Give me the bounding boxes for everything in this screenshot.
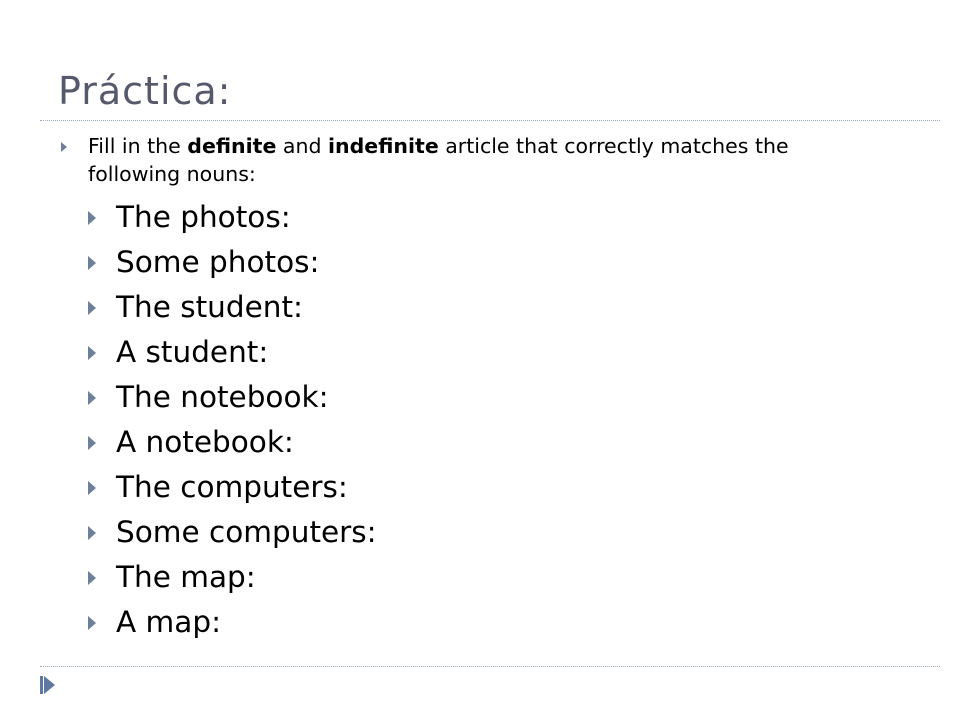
corner-triangle-icon	[44, 676, 55, 694]
list-item	[88, 555, 377, 600]
bullet-triangle-icon	[88, 211, 96, 225]
top-divider	[40, 120, 940, 121]
list-item-label: A map:	[116, 605, 222, 639]
noun-list	[88, 195, 377, 645]
slide-title: Práctica:	[58, 69, 232, 113]
list-item-label: The photos:	[116, 200, 291, 234]
instruction-bold-indefinite: indefinite	[328, 134, 439, 158]
bottom-divider	[40, 666, 940, 667]
list-item	[88, 600, 377, 645]
list-item-label: The map:	[116, 560, 256, 594]
list-item-label: The student:	[116, 290, 303, 324]
bullet-triangle-icon	[88, 616, 96, 630]
bullet-triangle-icon	[88, 436, 96, 450]
list-item	[88, 420, 377, 465]
list-item-label: Some computers:	[116, 515, 377, 549]
list-item-label: A notebook:	[116, 425, 294, 459]
list-item	[88, 465, 377, 510]
bullet-triangle-icon	[61, 142, 67, 152]
bullet-triangle-icon	[88, 301, 96, 315]
list-item-label: A student:	[116, 335, 269, 369]
bullet-triangle-icon	[88, 391, 96, 405]
instruction-part-1: Fill in the	[88, 134, 188, 158]
instruction-part-2: and	[276, 134, 328, 158]
bullet-triangle-icon	[88, 481, 96, 495]
list-item	[88, 195, 377, 240]
instruction-text	[88, 132, 858, 188]
bullet-triangle-icon	[88, 571, 96, 585]
bullet-triangle-icon	[88, 526, 96, 540]
list-item	[88, 375, 377, 420]
list-item	[88, 510, 377, 555]
list-item-label: The computers:	[116, 470, 348, 504]
bullet-triangle-icon	[88, 256, 96, 270]
list-item	[88, 330, 377, 375]
bullet-triangle-icon	[88, 346, 96, 360]
corner-bar-decoration	[40, 676, 43, 694]
list-item	[88, 240, 377, 285]
list-item-label: The notebook:	[116, 380, 329, 414]
instruction-bold-definite: definite	[187, 134, 277, 158]
list-item	[88, 285, 377, 330]
instruction-part-3: article that correctly matches the following nouns:	[88, 134, 789, 186]
list-item-label: Some photos:	[116, 245, 320, 279]
